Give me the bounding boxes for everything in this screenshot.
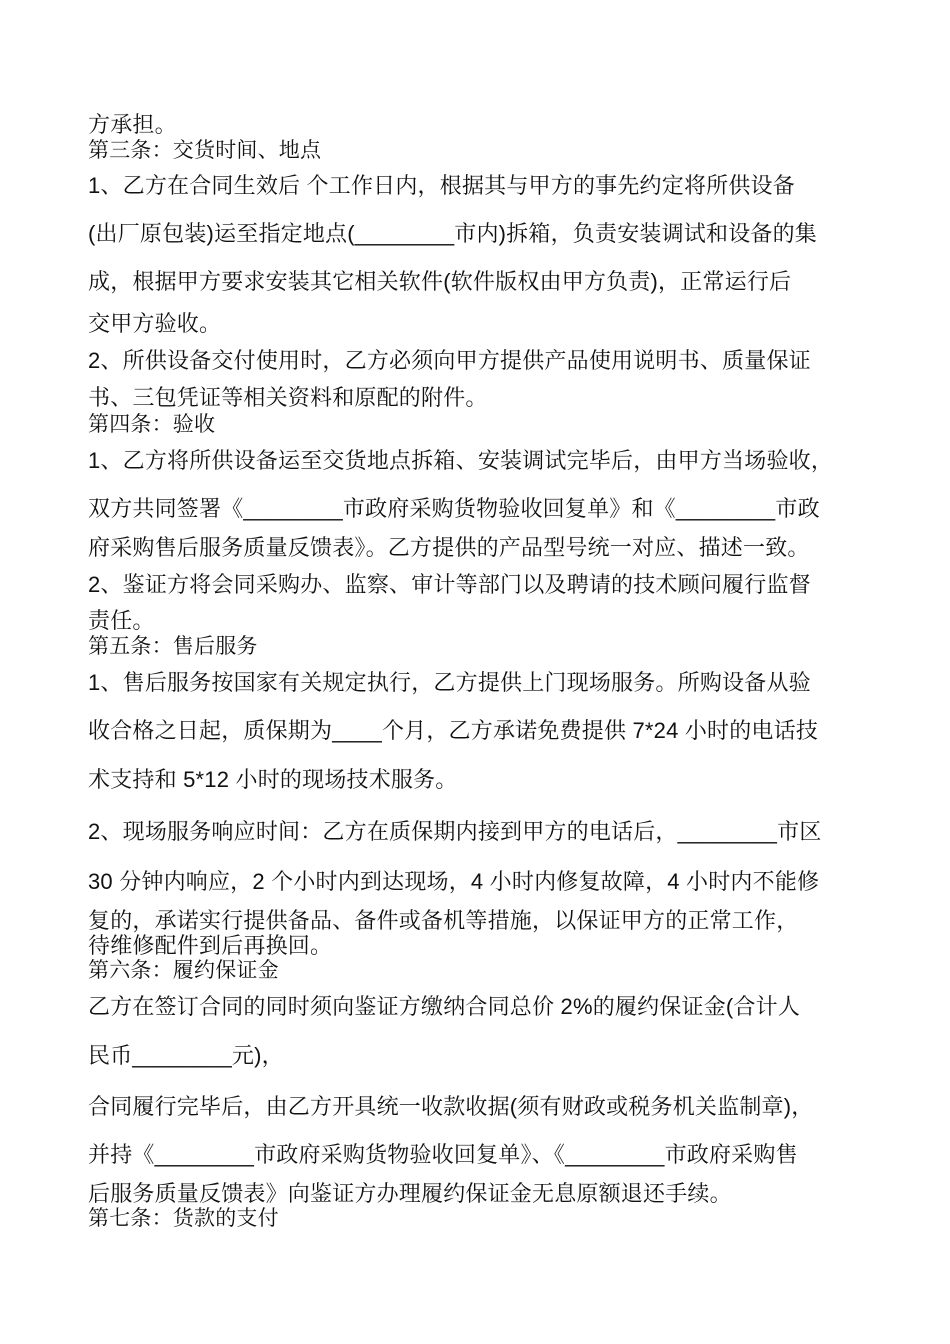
text-line: 责任。 bbox=[88, 608, 155, 633]
text-line: 双方共同签署《________市政府采购货物验收回复单》和《________市政 bbox=[88, 496, 820, 521]
text-line: 府采购售后服务质量反馈表》。乙方提供的产品型号统一对应、描述一致。 bbox=[88, 535, 810, 560]
text-line: 2、鉴证方将会同采购办、监察、审计等部门以及聘请的技术顾问履行监督 bbox=[88, 572, 811, 597]
text-line: 1、乙方在合同生效后 个工作日内，根据其与甲方的事先约定将所供设备 bbox=[88, 173, 795, 198]
text-line: 后服务质量反馈表》向鉴证方办理履约保证金无息原额退还手续。 bbox=[88, 1181, 732, 1206]
text-line: 1、售后服务按国家有关规定执行，乙方提供上门现场服务。所购设备从验 bbox=[88, 670, 811, 695]
text-line: 并持《________市政府采购货物验收回复单》、《________市政府采购售 bbox=[88, 1142, 798, 1167]
text-line: 复的，承诺实行提供备品、备件或备机等措施，以保证甲方的正常工作， bbox=[88, 908, 799, 933]
text-line: (出厂原包装)运至指定地点(________市内)拆箱，负责安装调试和设备的集 bbox=[88, 221, 817, 246]
text-line: 方承担。 bbox=[88, 112, 177, 137]
section-heading: 第六条：履约保证金 bbox=[88, 958, 279, 982]
text-line: 1、乙方将所供设备运至交货地点拆箱、安装调试完毕后，由甲方当场验收， bbox=[88, 448, 834, 473]
section-heading: 第五条：售后服务 bbox=[88, 634, 258, 658]
text-line: 交甲方验收。 bbox=[88, 311, 222, 336]
section-heading: 第三条：交货时间、地点 bbox=[88, 138, 322, 162]
text-line: 书、三包凭证等相关资料和原配的附件。 bbox=[88, 385, 488, 410]
text-line: 成，根据甲方要求安装其它相关软件(软件版权由甲方负责)，正常运行后 bbox=[88, 269, 792, 294]
text-line: 乙方在签订合同的同时须向鉴证方缴纳合同总价 2%的履约保证金(合计人 bbox=[88, 994, 801, 1019]
text-line: 2、所供设备交付使用时，乙方必须向甲方提供产品使用说明书、质量保证 bbox=[88, 348, 811, 373]
section-heading: 第四条：验收 bbox=[88, 412, 216, 436]
section-heading: 第七条：货款的支付 bbox=[88, 1206, 279, 1230]
text-line: 待维修配件到后再换回。 bbox=[88, 933, 333, 958]
text-line: 收合格之日起，质保期为____个月，乙方承诺免费提供 7*24 小时的电话技 bbox=[88, 718, 819, 743]
text-line: 30 分钟内响应，2 个小时内到达现场，4 小时内修复故障，4 小时内不能修 bbox=[88, 869, 820, 894]
text-line: 民币________元)， bbox=[88, 1043, 284, 1068]
text-line: 术支持和 5*12 小时的现场技术服务。 bbox=[88, 767, 458, 792]
text-line: 合同履行完毕后，由乙方开具统一收款收据(须有财政或税务机关监制章)， bbox=[88, 1094, 814, 1119]
text-line: 2、现场服务响应时间：乙方在质保期内接到甲方的电话后，________市区 bbox=[88, 819, 822, 844]
